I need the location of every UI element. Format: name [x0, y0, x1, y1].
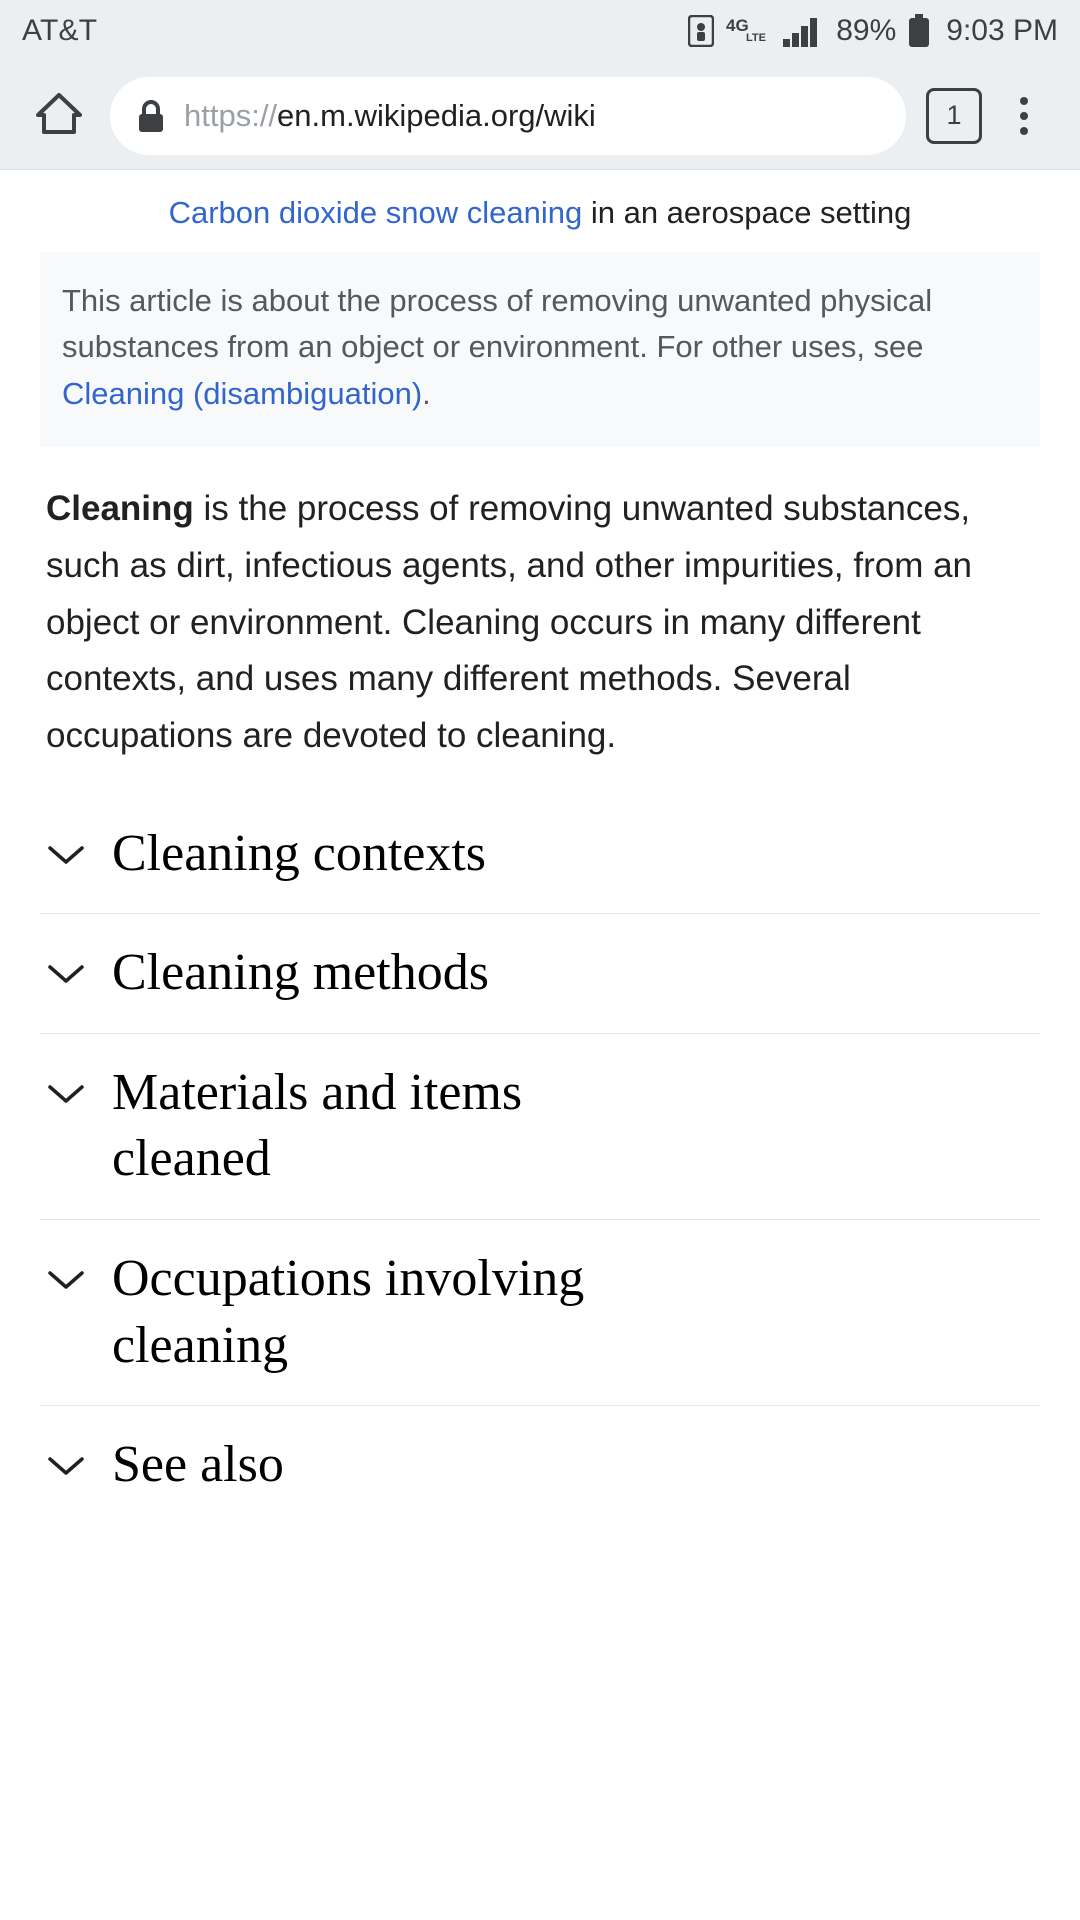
- section-header-cleaning-methods[interactable]: [40, 914, 1040, 1034]
- svg-text:LTE: LTE: [746, 32, 767, 44]
- network-4glte-icon: [726, 15, 770, 47]
- url-host: en.m.wikipedia.org/wiki: [277, 97, 596, 133]
- clock-label: 9:03 PM: [946, 14, 1058, 47]
- chevron-down-icon: [46, 1454, 86, 1483]
- svg-text:4G: 4G: [726, 16, 749, 35]
- overflow-menu-icon: [1020, 97, 1028, 105]
- section-header-cleaning-contexts[interactable]: [40, 795, 1040, 915]
- home-button[interactable]: [24, 81, 94, 151]
- hatnote-period: .: [422, 375, 431, 411]
- hatnote-link[interactable]: Cleaning (disambiguation): [62, 375, 423, 411]
- home-icon: [33, 87, 85, 144]
- section-title: See also: [112, 1436, 284, 1494]
- status-icons: [688, 14, 1058, 48]
- hatnote-text: This article is about the process of removing unwanted physical substances from an object or environment. For other uses, see: [62, 282, 933, 365]
- image-caption: [40, 170, 1040, 252]
- battery-icon: [908, 14, 930, 48]
- lead-body-text: is the process of removing unwanted substances, such as dirt, infectious agents, and other impurities, from an object or environment. Cleaning occurs in many different contexts, and uses many different methods. Several occupations are devoted to cleaning.: [46, 489, 973, 756]
- lock-icon: [136, 98, 166, 134]
- status-bar: [0, 0, 1080, 62]
- section-title: Cleaning methods: [112, 944, 489, 1002]
- hatnote: [40, 252, 1040, 448]
- overflow-menu-icon-dot2: [1020, 112, 1028, 120]
- browser-toolbar: [0, 62, 1080, 170]
- sim-card-icon: [688, 15, 714, 47]
- section-header-materials-and-items-cleaned[interactable]: [40, 1034, 1040, 1220]
- section-header-see-also[interactable]: [40, 1406, 1040, 1525]
- chevron-down-icon: [46, 843, 86, 872]
- tab-count-label: 1: [946, 100, 962, 130]
- signal-bars-icon: [782, 15, 822, 47]
- caption-rest: in an aerospace setting: [582, 195, 912, 230]
- section-title: Materials and items cleaned: [112, 1063, 523, 1188]
- section-title: Cleaning contexts: [112, 824, 487, 882]
- article-content: [0, 170, 1080, 1525]
- url-scheme: https://: [184, 97, 278, 133]
- lead-bold-term: Cleaning: [46, 489, 194, 529]
- tab-switcher-button[interactable]: [926, 88, 982, 144]
- overflow-menu-button[interactable]: [992, 81, 1056, 151]
- section-title: Occupations involving cleaning: [112, 1249, 585, 1374]
- caption-link[interactable]: Carbon dioxide snow cleaning: [168, 195, 583, 230]
- overflow-menu-icon-dot3: [1020, 127, 1028, 135]
- chevron-down-icon: [46, 1268, 86, 1297]
- url-text: [184, 98, 596, 134]
- lead-paragraph: [40, 467, 1040, 794]
- chevron-down-icon: [46, 962, 86, 991]
- chevron-down-icon: [46, 1082, 86, 1111]
- battery-percent-label: 89%: [836, 14, 897, 47]
- address-bar[interactable]: [110, 77, 906, 155]
- section-header-occupations-involving-cleaning[interactable]: [40, 1220, 1040, 1406]
- carrier-label: AT&T: [22, 14, 98, 47]
